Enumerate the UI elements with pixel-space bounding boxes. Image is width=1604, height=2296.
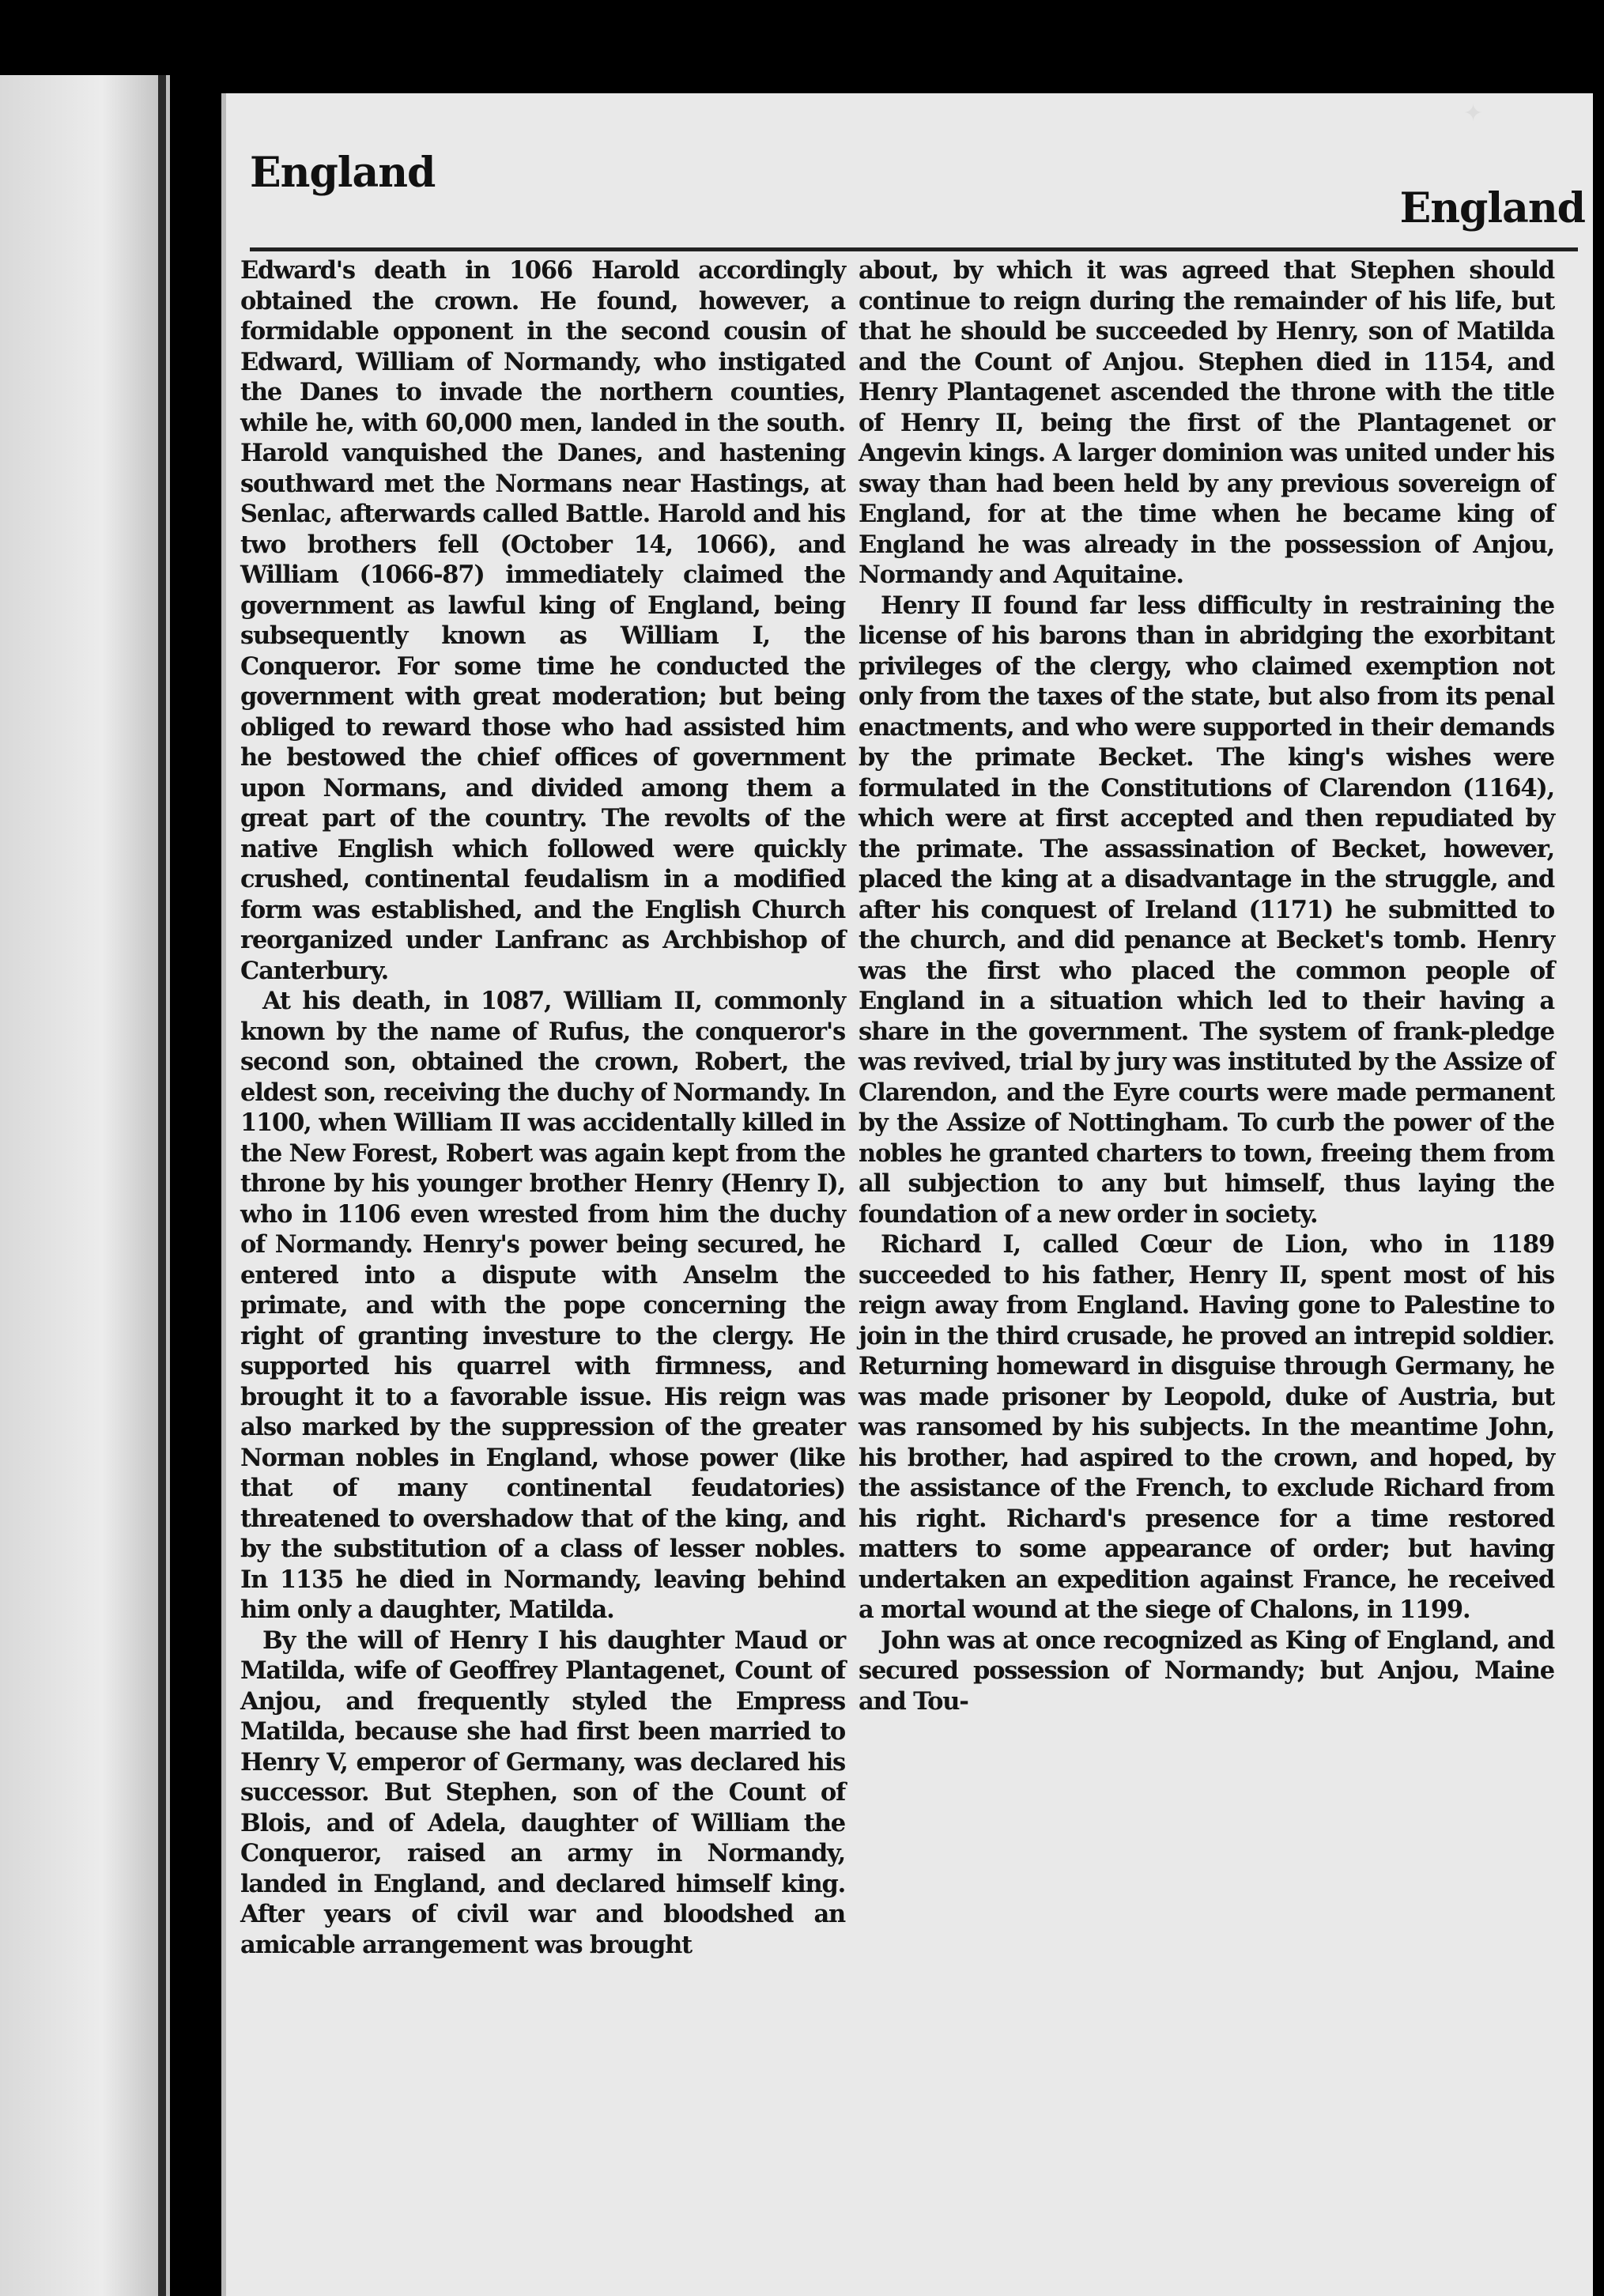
right-column — [859, 255, 1554, 1716]
left-column — [240, 255, 845, 1960]
paragraph: Edward's death in 1066 Harold accordingly obtained the crown. He found, however, a formidable opponent in the second cousin of Edward, William of Normandy, who instigated the Danes to invade the northern counties, while he, with 60,000 men, landed in the south. Harold vanquished the Danes, and hastening southward met the Normans near Hastings, at Senlac, afterwards called Battle. Harold and his two brothers fell (October 14, 1066), and William (1066-87) immediately claimed the government as lawful king of England, being subsequently known as William I, the Conqueror. For some time he conducted the government with great moderation; but being obliged to reward those who had assisted him he bestowed the chief offices of government upon Normans, and divided among them a great part of the country. The revolts of the native English which followed were quickly crushed, continental feudalism in a modified form was established, and the English Church reorganized under Lanfranc as Archbishop of Canterbury. — [240, 256, 845, 985]
paragraph: At his death, in 1087, William II, commonly known by the name of Rufus, the conqueror's second son, obtained the crown, Robert, the eldest son, receiving the duchy of Normandy. In 1100, when William II was accidentally killed in the New Forest, Robert was again kept from the throne by his younger brother Henry (Henry I), who in 1106 even wrested from him the duchy of Normandy. Henry's power being secured, he entered into a dispute with Anselm the primate, and with the pope concerning the right of granting investure to the clergy. He supported his quarrel with firmness, and brought it to a favorable issue. His reign was also marked by the suppression of the greater Norman nobles in England, whose power (like that of many continental feudatories) threatened to overshadow that of the king, and by the substitution of a class of lesser nobles. In 1135 he died in Normandy, leaving behind him only a daughter, Matilda. — [240, 987, 845, 1624]
scan-artifact-icon: ✦ — [1463, 100, 1484, 127]
running-head-left: England — [250, 149, 436, 197]
paragraph: Richard I, called Cœur de Lion, who in 1189 succeeded to his father, Henry II, spent most of his reign away from England. Having gone to Palestine to join in the third crusade, he proved an intrepid soldier. Returning homeward in disguise through Germany, he was made prisoner by Leopold, duke of Austria, but was ransomed by his subjects. In the meantime John, his brother, had aspired to the crown, and hoped, by the assistance of the French, to exclude Richard from his right. Richard's presence for a time restored matters to some appearance of order; but having undertaken an expedition against France, he received a mortal wound at the siege of Chalons, in 1199. — [859, 1230, 1554, 1624]
paragraph: Henry II found far less difficulty in restraining the license of his barons than in abridging the exorbitant privileges of the clergy, who claimed exemption not only from the taxes of the state, but also from its penal enactments, and who were supported in their demands by the primate Becket. The king's wishes were formulated in the Constitutions of Clarendon (1164), which were at first accepted and then repudiated by the primate. The assassination of Becket, however, placed the king at a disadvantage in the struggle, and after his conquest of Ireland (1171) he submitted to the church, and did penance at Becket's tomb. Henry was the first who placed the common people of England in a situation which led to their having a share in the government. The system of frank-pledge was revived, trial by jury was instituted by the Assize of Clarendon, and the Eyre courts were made permanent by the Assize of Nottingham. To curb the power of the nobles he granted charters to town, freeing them from all subjection to any but himself, thus laying the foundation of a new order in society. — [859, 591, 1554, 1229]
paragraph: By the will of Henry I his daughter Maud or Matilda, wife of Geoffrey Plantagenet, Count of Anjou, and frequently styled the Empress Matilda, because she had first been married to Henry V, emperor of Germany, was declared his successor. But Stephen, son of the Count of Blois, and of Adela, daughter of William the Conqueror, raised an army in Normandy, landed in England, and declared himself king. After years of civil war and bloodshed an amicable arrangement was brought — [240, 1626, 845, 1959]
running-head-right: England — [1399, 184, 1585, 232]
header-rule — [250, 247, 1578, 251]
facing-page-edge — [0, 75, 170, 2296]
paragraph: John was at once recognized as King of England, and secured possession of Normandy; but Anjou, Maine and Tou- — [859, 1626, 1554, 1716]
book-gutter — [158, 75, 166, 2296]
document-page — [221, 93, 1593, 2296]
paragraph: about, by which it was agreed that Stephen should continue to reign during the remainder of his life, but that he should be succeeded by Henry, son of Matilda and the Count of Anjou. Stephen died in 1154, and Henry Plantagenet ascended the throne with the title of Henry II, being the first of the Plantagenet or Angevin kings. A larger dominion was united under his sway than had been held by any previous sovereign of England, for at the time when he became king of England he was already in the possession of Anjou, Normandy and Aquitaine. — [859, 256, 1554, 589]
